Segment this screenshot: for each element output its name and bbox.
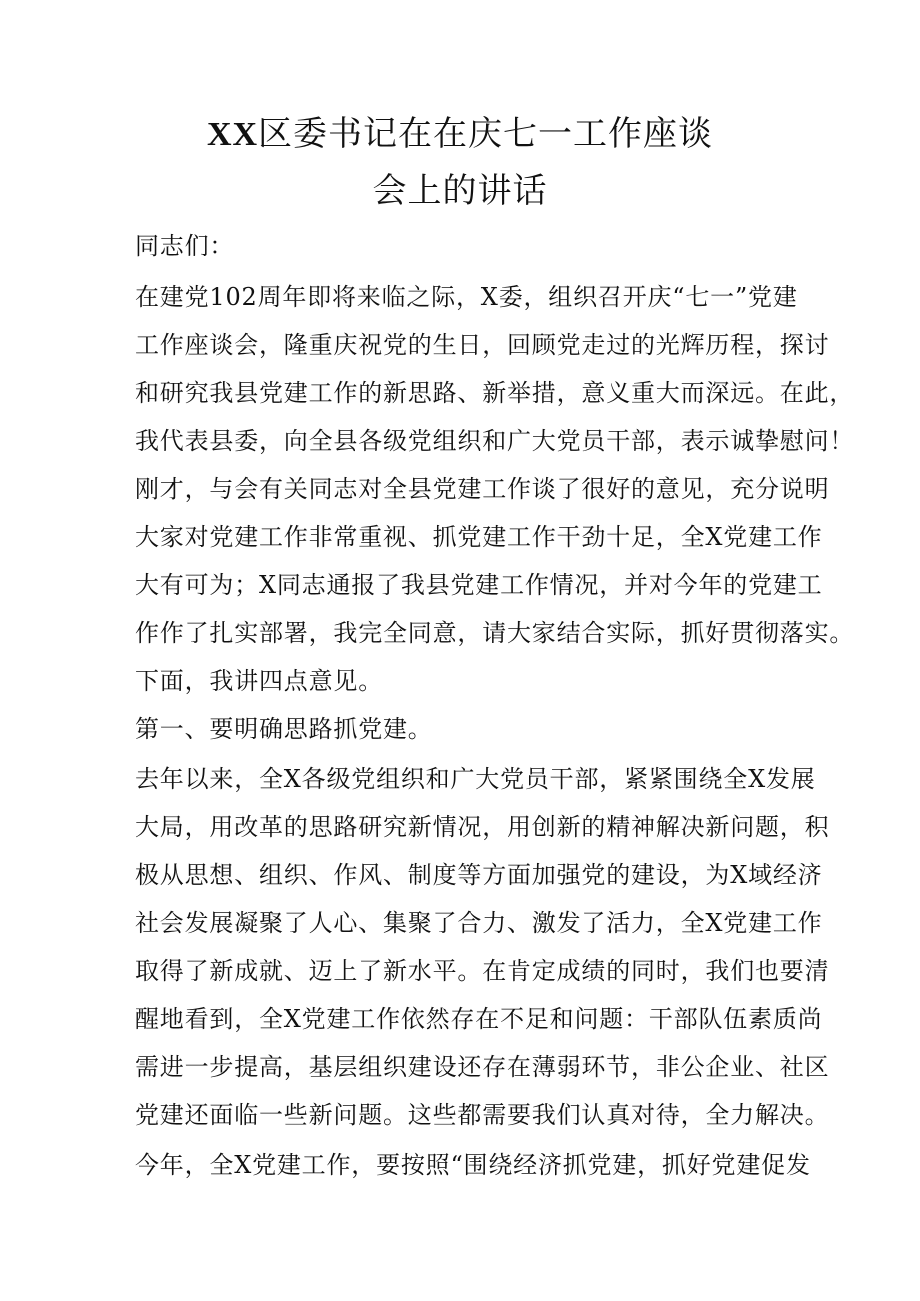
body-line: 大家对党建工作非常重视、抓党建工作干劲十足，全X党建工作 [135,523,823,551]
body-line: 和研究我县党建工作的新思路、新举措，意义重大而深远。在此， [135,379,855,407]
body-line: 大有可为；X同志通报了我县党建工作情况，并对今年的党建工 [135,571,823,599]
body-line: 刚才，与会有关同志对全县党建工作谈了很好的意见，充分说明 [135,475,830,503]
body-line: 去年以来，全X各级党组织和广大党员干部，紧紧围绕全X发展 [135,765,816,793]
salutation: 同志们： [135,232,235,260]
body-line: 党建还面临一些新问题。这些都需要我们认真对待，全力解决。 [135,1101,830,1129]
body-line: 大局，用改革的思路研究新情况，用创新的精神解决新问题，积 [135,813,830,841]
body-line: 作作了扎实部署，我完全同意，请大家结合实际，抓好贯彻落实。 [135,619,855,647]
body-line: 工作座谈会，隆重庆祝党的生日，回顾党走过的光辉历程，探讨 [135,331,830,359]
body-line: 极从思想、组织、作风、制度等方面加强党的建设，为X域经济 [135,861,823,889]
body-line: 社会发展凝聚了人心、集聚了合力、激发了活力，全X党建工作 [135,909,823,937]
body-line: 取得了新成就、迈上了新水平。在肯定成绩的同时，我们也要清 [135,957,830,985]
title-prefix: XX [206,116,259,153]
body-line: 需进一步提高，基层组织建设还存在薄弱环节，非公企业、社区 [135,1053,830,1081]
title-rest: 区委书记在在庆七一工作座谈 [258,114,714,154]
body-line: 醒地看到，全X党建工作依然存在不足和问题：干部队伍素质尚 [135,1005,823,1033]
body-line: 我代表县委，向全县各级党组织和广大党员干部，表示诚挚慰问！ [135,427,855,455]
document-title-line-2: 会上的讲话 [372,171,548,211]
section-heading: 第一、要明确思路抓党建。 [135,715,433,743]
document-title-line-1 [0,114,920,155]
body-line: 今年，全X党建工作，要按照“围绕经济抓党建，抓好党建促发 [135,1151,811,1179]
body-line: 下面，我讲四点意见。 [135,667,383,695]
body-line: 在建党102周年即将来临之际，X委，组织召开庆“七一”党建 [135,283,798,311]
